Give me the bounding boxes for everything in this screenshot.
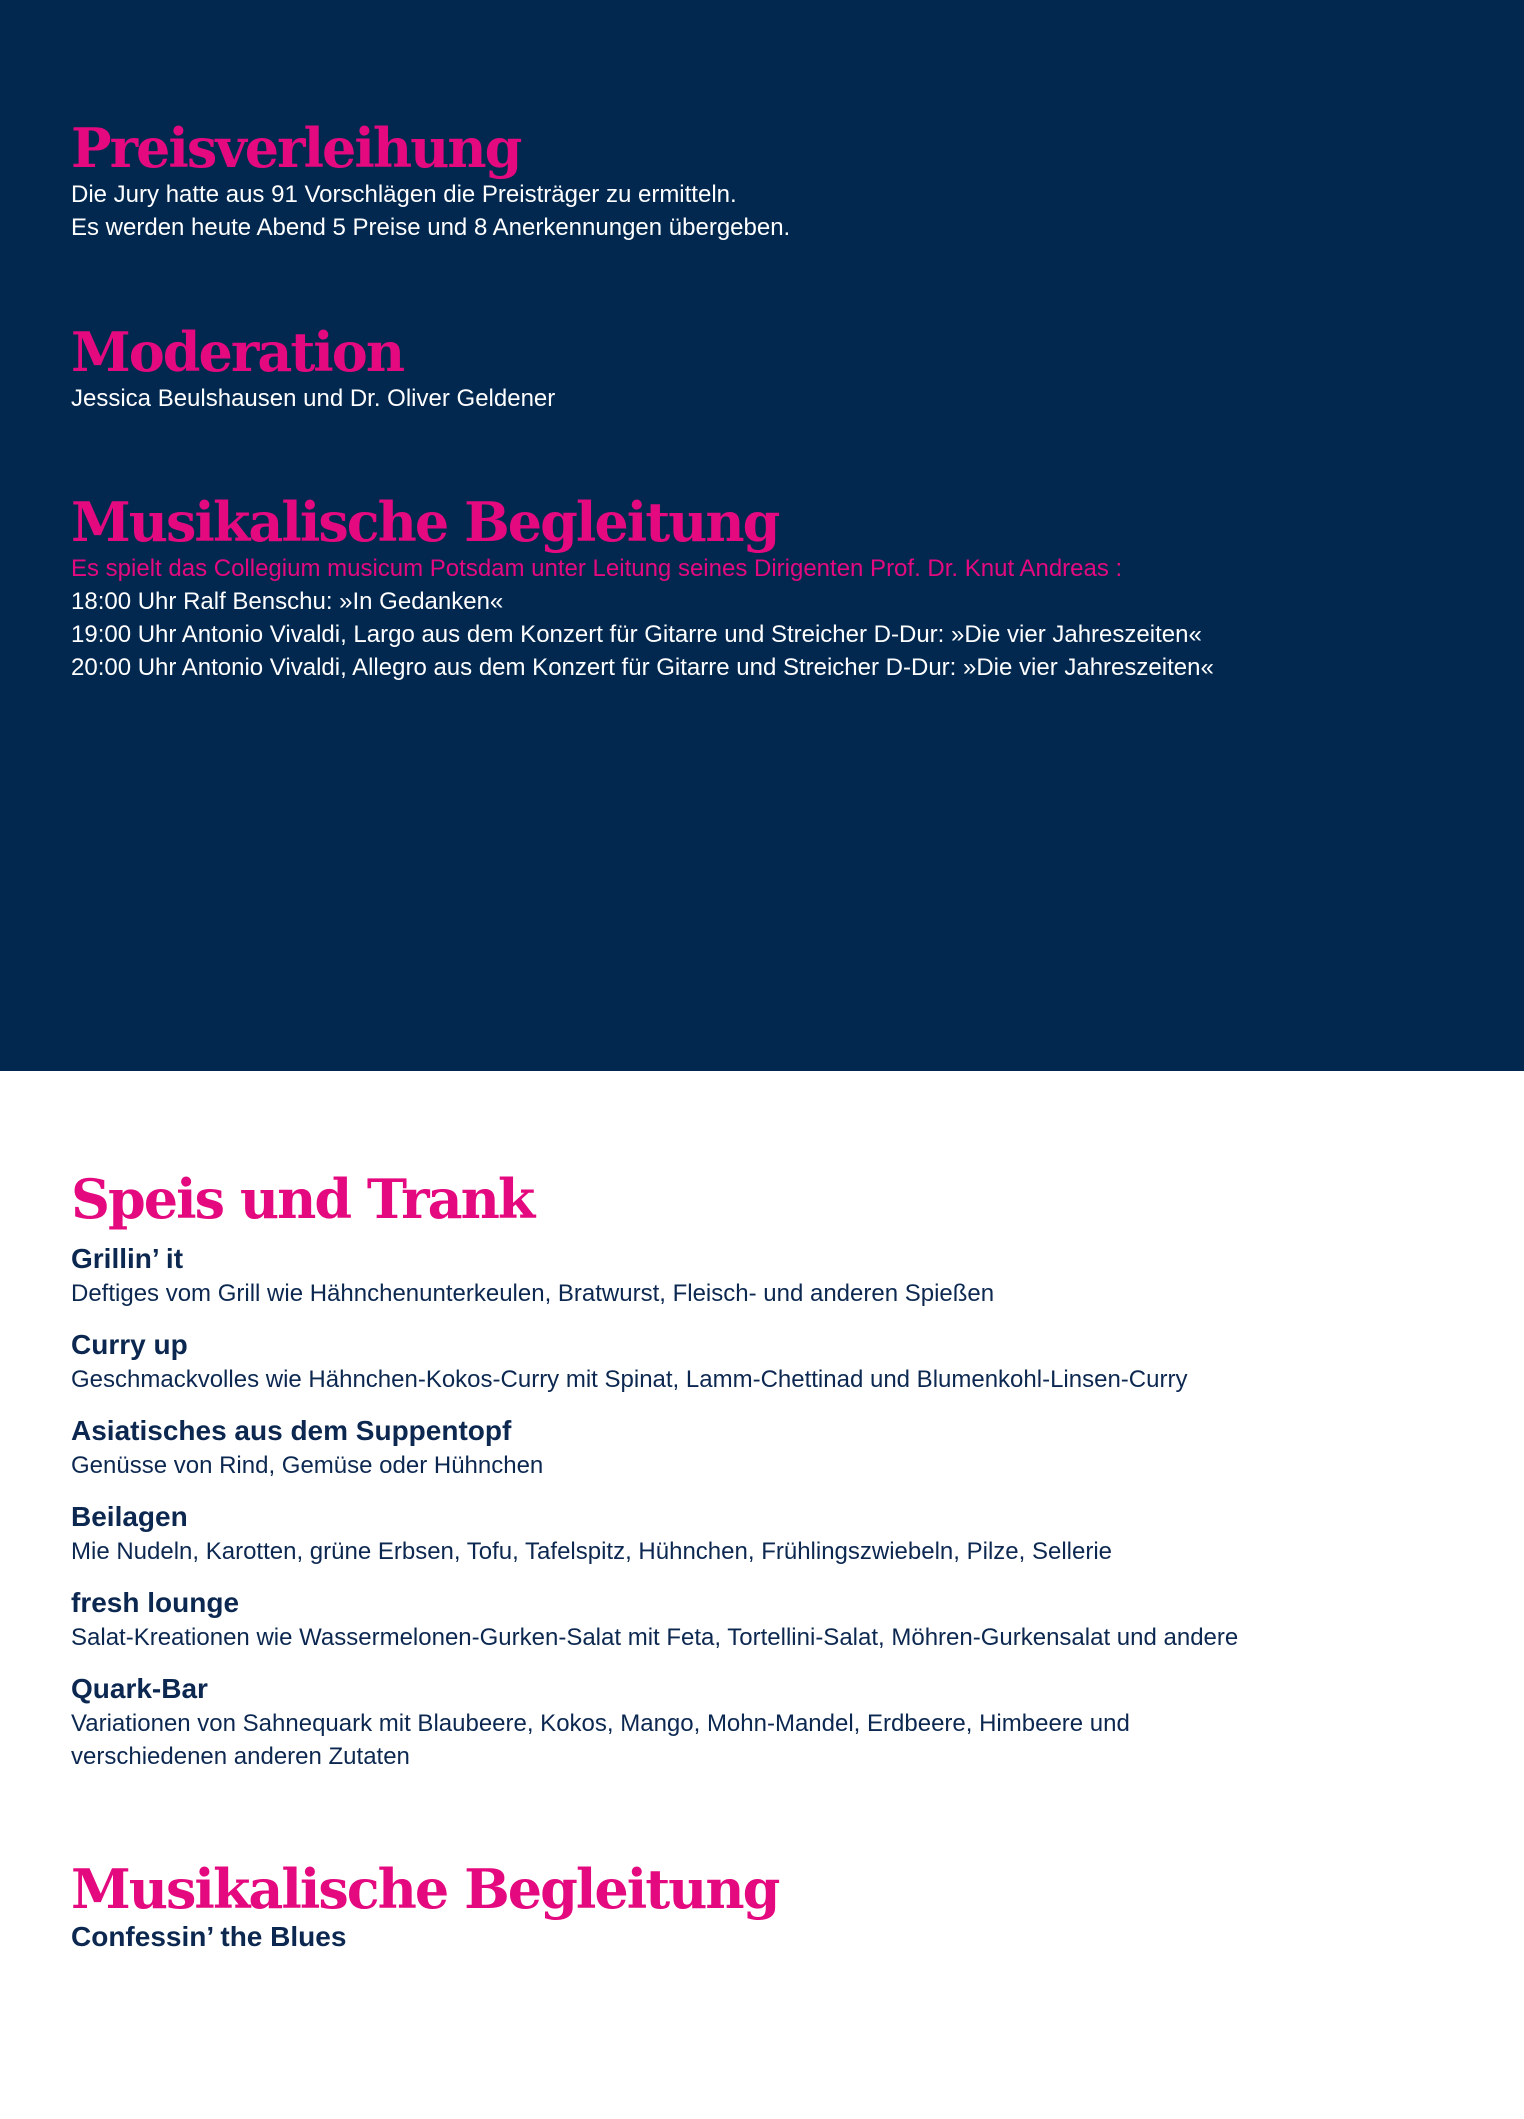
program-entry-2000: 20:00 Uhr Antonio Vivaldi, Allegro aus dem Konzert für Gitarre und Streicher D-Dur: »Die vier Jahreszeiten« (71, 654, 1214, 681)
program-entry-1900: 19:00 Uhr Antonio Vivaldi, Largo aus dem Konzert für Gitarre und Streicher D-Dur: »Die vier Jahreszeiten« (71, 621, 1202, 648)
speis-und-trank-heading: Speis und Trank (71, 1167, 534, 1231)
menu-item-title: Asiatisches aus dem Suppentopf (71, 1415, 512, 1446)
moderation-text: Jessica Beulshausen und Dr. Oliver Geldener (71, 385, 556, 412)
menu-item-title: Grillin’ it (71, 1243, 184, 1274)
menu-item-title: fresh lounge (71, 1587, 240, 1618)
menu-item-description: Geschmackvolles wie Hähnchen-Kokos-Curry mit Spinat, Lamm-Chettinad und Blumenkohl-Linsen-Curry (71, 1366, 1188, 1393)
menu-item-description: Mie Nudeln, Karotten, grüne Erbsen, Tofu, Tafelspitz, Hühnchen, Frühlingszwiebeln, Pilze, Sellerie (71, 1538, 1113, 1565)
section-moderation (71, 322, 1484, 415)
preisverleihung-heading: Preisverleihung (71, 116, 521, 180)
musik-abend-heading: Musikalische Begleitung (71, 490, 779, 554)
menu-item-quark-bar (71, 1671, 1484, 1773)
program-entry-1800: 18:00 Uhr Ralf Benschu: »In Gedanken« (71, 588, 504, 615)
menu-item-title: Quark-Bar (71, 1673, 208, 1704)
menu-item-beilagen (71, 1499, 1484, 1568)
menu-item-grillin-it (71, 1241, 1484, 1310)
menu-item-description-continued: verschiedenen anderen Zutaten (71, 1743, 410, 1770)
musik-abend-intro: Es spielt das Collegium musicum Potsdam unter Leitung seines Dirigenten Prof. Dr. Knut Andreas : (71, 555, 1123, 582)
menu-item-suppentopf (71, 1413, 1484, 1482)
section-musik-bottom (71, 1859, 1484, 1955)
band-name: Confessin’ the Blues (71, 1921, 347, 1952)
preisverleihung-line-2: Es werden heute Abend 5 Preise und 8 Anerkennungen übergeben. (71, 214, 791, 241)
section-speis-und-trank (71, 1169, 1484, 1790)
musik-bottom-heading: Musikalische Begleitung (71, 1857, 779, 1921)
moderation-heading: Moderation (71, 320, 404, 384)
menu-item-title: Curry up (71, 1329, 188, 1360)
menu-item-description: Salat-Kreationen wie Wassermelonen-Gurken-Salat mit Feta, Tortellini-Salat, Möhren-Gurkensalat und andere (71, 1624, 1239, 1651)
menu-item-description: Variationen von Sahnequark mit Blaubeere, Kokos, Mango, Mohn-Mandel, Erdbeere, Himbeere und (71, 1710, 1130, 1737)
white-panel (0, 1071, 1524, 2119)
menu-item-fresh-lounge (71, 1585, 1484, 1654)
menu-item-description: Deftiges vom Grill wie Hähnchenunterkeulen, Bratwurst, Fleisch- und anderen Spießen (71, 1280, 995, 1307)
menu-item-description: Genüsse von Rind, Gemüse oder Hühnchen (71, 1452, 544, 1479)
preisverleihung-line-1: Die Jury hatte aus 91 Vorschlägen die Preisträger zu ermitteln. (71, 181, 737, 208)
section-musik-abend (71, 492, 1484, 684)
menu-item-curry-up (71, 1327, 1484, 1396)
menu-item-title: Beilagen (71, 1501, 188, 1532)
section-preisverleihung (71, 118, 1484, 244)
